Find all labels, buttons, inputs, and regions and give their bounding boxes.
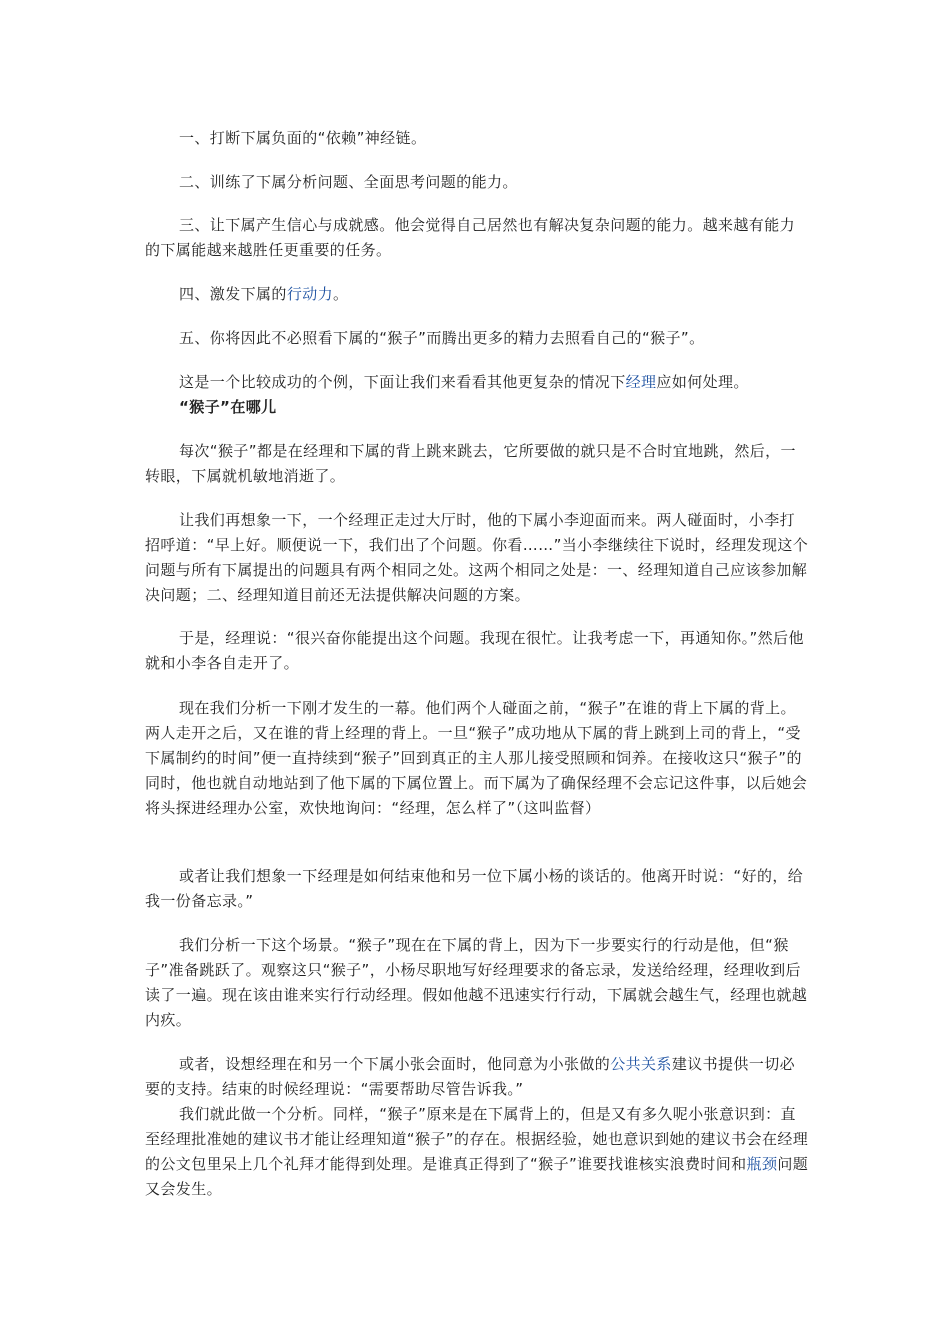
paragraph-8: 让我们再想象一下，一个经理正走过大厅时，他的下属小李迎面而来。两人碰面时，小李打招呼道：“早上好。顺便说一下，我们出了个问题。你看……”当小李继续往下说时，经理发现这个问题与所有下属提出的问题具有两个相同之处。这两个相同之处是：一、经理知道自己应该参加解决问题；二、经理知道目前还无法提供解决问题的方案。 <box>145 511 809 604</box>
section-heading: “猴子”在哪儿 <box>179 398 277 416</box>
link-public-relations[interactable]: 公共关系 <box>610 1055 672 1073</box>
paragraph-12: 我们分析一下这个场景。“猴子”现在在下属的背上，因为下一步要实行的行动是他，但“猴子”准备跳跃了。观察这只“猴子”，小杨尽职地写好经理要求的备忘录，发送给经理，经理收到后读了一遍。现在该由谁来实行行动经理。假如他越不迅速实行行动，下属就会越生气，经理也就越内疚。 <box>145 936 808 1029</box>
paragraph-3: 三、让下属产生信心与成就感。他会觉得自己居然也有解决复杂问题的能力。越来越有能力的下属能越来越胜任更重要的任务。 <box>145 216 796 259</box>
link-manager[interactable]: 经理 <box>625 373 657 391</box>
paragraph-6: 这是一个比较成功的个例，下面让我们来看看其他更复杂的情况下经理应如何处理。 <box>179 373 749 391</box>
paragraph-9: 于是，经理说：“很兴奋你能提出这个问题。我现在很忙。让我考虑一下，再通知你。”然后他就和小李各自走开了。 <box>145 629 804 672</box>
paragraph-14: 我们就此做一个分析。同样，“猴子”原来是在下属背上的，但是又有多久呢小张意识到：直至经理批准她的建议书才能让经理知道“猴子”的存在。根据经验，她也意识到她的建议书会在经理的公文包里呆上几个礼拜才能得到处理。是谁真正得到了“猴子”谁要找谁核实浪费时间和瓶颈问题又会发生。 <box>145 1105 809 1198</box>
paragraph-1: 一、打断下属负面的“依赖”神经链。 <box>179 129 427 147</box>
paragraph-11: 或者让我们想象一下经理是如何结束他和另一位下属小杨的谈话的。他离开时说：“好的，给我一份备忘录。” <box>145 867 804 910</box>
paragraph-10: 现在我们分析一下刚才发生的一幕。他们两个人碰面之前，“猴子”在谁的背上下属的背上。两人走开之后，又在谁的背上经理的背上。一旦“猴子”成功地从下属的背上跳到上司的背上，“受下属制约的时间”便一直持续到“猴子”回到真正的主人那儿接受照顾和饲养。在接收这只“猴子”的同时，他也就自动地站到了他下属的下属位置上。而下属为了确保经理不会忘记这件事，以后她会将头探进经理办公室，欢快地询问：“经理，怎么样了”（这叫监督） <box>145 699 808 817</box>
paragraph-5: 五、你将因此不必照看下属的“猴子”而腾出更多的精力去照看自己的“猴子”。 <box>179 329 705 347</box>
link-action-power[interactable]: 行动力 <box>286 285 334 303</box>
paragraph-4: 四、激发下属的行动力。 <box>179 285 349 303</box>
paragraph-7: 每次“猴子”都是在经理和下属的背上跳来跳去，它所要做的就只是不合时宜地跳，然后，一转眼，下属就机敏地消逝了。 <box>145 442 796 485</box>
paragraph-13: 或者，设想经理在和另一个下属小张会面时，他同意为小张做的公共关系建议书提供一切必要的支持。结束的时候经理说：“需要帮助尽管告诉我。” <box>145 1055 796 1098</box>
paragraph-2: 二、训练了下属分析问题、全面思考问题的能力。 <box>179 173 518 191</box>
link-bottleneck[interactable]: 瓶颈 <box>746 1155 778 1173</box>
